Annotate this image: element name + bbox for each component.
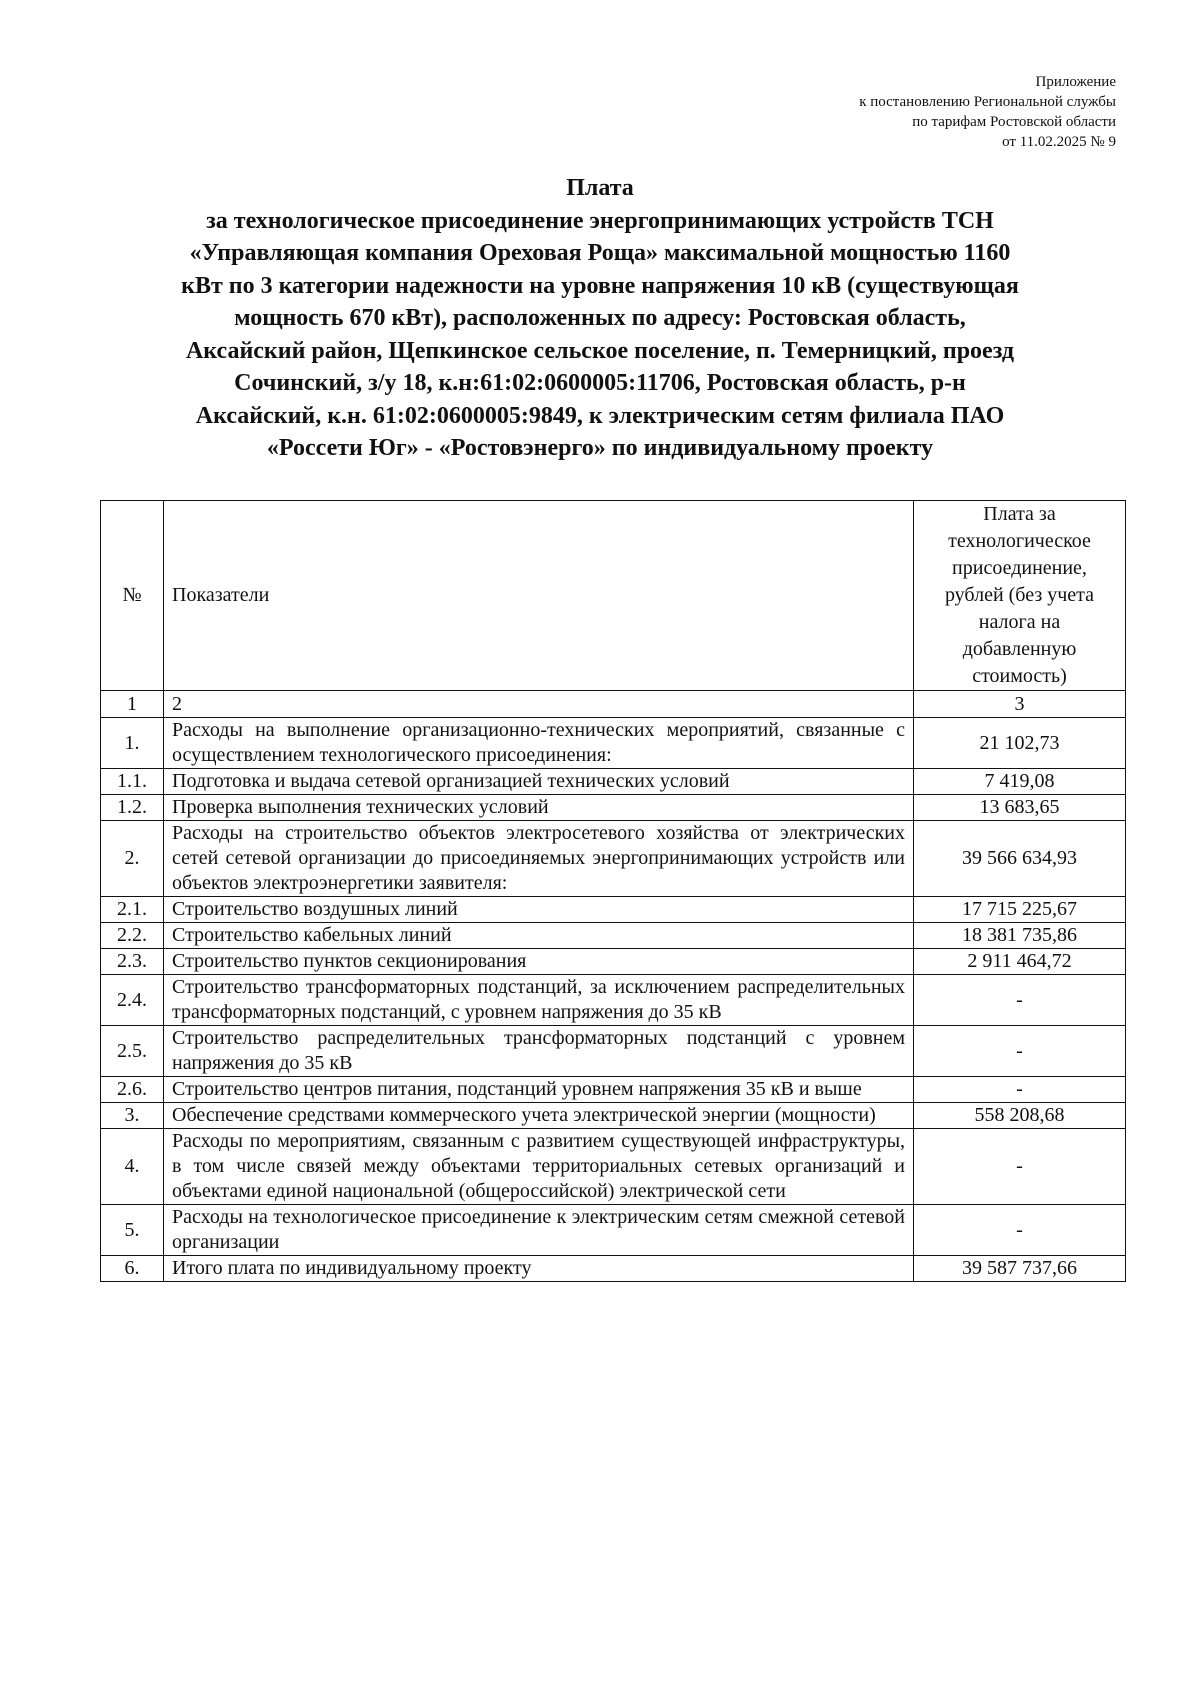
appendix-line: к постановлению Региональной службы — [859, 94, 1116, 110]
row-num: 2.6. — [101, 1077, 164, 1103]
title-line: Плата — [566, 175, 634, 201]
title-line: Аксайский, к.н. 61:02:0600005:9849, к электрическим сетям филиала ПАО — [195, 402, 1005, 429]
row-name: Строительство кабельных линий — [164, 923, 914, 949]
appendix-line: Приложение — [1035, 74, 1116, 90]
title-line: Сочинский, з/у 18, к.н:61:02:0600005:11706, Ростовская область, р-н — [234, 370, 966, 396]
appendix-line: от 11.02.2025 № 9 — [1002, 134, 1116, 150]
table-row — [101, 1129, 1126, 1205]
row-value: 13 683,65 — [914, 795, 1126, 821]
table-row — [101, 1077, 1126, 1103]
appendix-note — [596, 72, 1116, 152]
table-row — [101, 897, 1126, 923]
row-name: Строительство воздушных линий — [164, 897, 914, 923]
row-value: 2 911 464,72 — [914, 949, 1126, 975]
index-cell: 2 — [164, 691, 914, 718]
table-header-row — [101, 501, 1126, 691]
row-num: 1.2. — [101, 795, 164, 821]
table-row — [101, 1026, 1126, 1077]
table-row-total — [101, 1256, 1126, 1282]
table-row — [101, 718, 1126, 769]
row-name: Проверка выполнения технических условий — [164, 795, 914, 821]
row-name: Строительство пунктов секционирования — [164, 949, 914, 975]
fee-table — [100, 500, 1126, 1282]
row-num: 1. — [101, 718, 164, 769]
title-line: Аксайский район, Щепкинское сельское поселение, п. Темерницкий, проезд — [185, 337, 1015, 364]
table-row — [101, 1103, 1126, 1129]
row-value: - — [914, 1026, 1126, 1077]
row-num: 2. — [101, 821, 164, 897]
row-num: 1.1. — [101, 769, 164, 795]
document-title — [100, 172, 1100, 465]
header-num: № — [101, 501, 164, 691]
row-name: Строительство распределительных трансформаторных подстанций с уровнем напряжения до 35 кВ — [164, 1026, 914, 1077]
title-line: «Управляющая компания Ореховая Роща» максимальной мощностью 1160 — [189, 240, 1011, 266]
row-value: 39 587 737,66 — [914, 1256, 1126, 1282]
row-num: 6. — [101, 1256, 164, 1282]
row-num: 2.4. — [101, 975, 164, 1026]
row-value: 21 102,73 — [914, 718, 1126, 769]
appendix-line: по тарифам Ростовской области — [912, 114, 1116, 130]
row-num: 3. — [101, 1103, 164, 1129]
table-index-row — [101, 691, 1126, 718]
header-indicators: Показатели — [164, 501, 914, 691]
index-cell: 3 — [914, 691, 1126, 718]
row-num: 2.5. — [101, 1026, 164, 1077]
table-row — [101, 795, 1126, 821]
row-value: 558 208,68 — [914, 1103, 1126, 1129]
row-name: Подготовка и выдача сетевой организацией технических условий — [164, 769, 914, 795]
title-line: за технологическое присоединение энергопринимающих устройств ТСН — [206, 207, 994, 234]
row-name: Расходы на выполнение организационно-технических мероприятий, связанные с осуществлением технологического присоединения: — [164, 718, 914, 769]
row-name: Обеспечение средствами коммерческого учета электрической энергии (мощности) — [164, 1103, 914, 1129]
table-row — [101, 769, 1126, 795]
table-row — [101, 975, 1126, 1026]
row-name: Расходы на технологическое присоединение к электрическим сетям смежной сетевой организации — [164, 1205, 914, 1256]
title-line: «Россети Юг» - «Ростовэнерго» по индивидуальному проекту — [266, 435, 934, 461]
row-name: Строительство центров питания, подстанций уровнем напряжения 35 кВ и выше — [164, 1077, 914, 1103]
header-fee: Плата за технологическое присоединение, рублей (без учета налога на добавленную стоимость) — [914, 501, 1126, 691]
row-num: 2.1. — [101, 897, 164, 923]
row-value: - — [914, 975, 1126, 1026]
row-name: Расходы по мероприятиям, связанным с развитием существующей инфраструктуры, в том числе связей между объектами территориальных сетевых организаций и объектами единой национальной (общероссийской) электрической сети — [164, 1129, 914, 1205]
table-row — [101, 1205, 1126, 1256]
table-row — [101, 949, 1126, 975]
table-row — [101, 821, 1126, 897]
row-value: - — [914, 1205, 1126, 1256]
index-cell: 1 — [101, 691, 164, 718]
row-value: 7 419,08 — [914, 769, 1126, 795]
row-name: Расходы на строительство объектов электросетевого хозяйства от электрических сетей сетевой организации до присоединяемых энергопринимающих устройств или объектов электроэнергетики заявителя: — [164, 821, 914, 897]
table-row — [101, 923, 1126, 949]
row-value: 17 715 225,67 — [914, 897, 1126, 923]
row-value: - — [914, 1129, 1126, 1205]
row-num: 2.2. — [101, 923, 164, 949]
row-value: - — [914, 1077, 1126, 1103]
row-value: 39 566 634,93 — [914, 821, 1126, 897]
row-value: 18 381 735,86 — [914, 923, 1126, 949]
row-name: Итого плата по индивидуальному проекту — [164, 1256, 914, 1282]
row-num: 2.3. — [101, 949, 164, 975]
row-num: 4. — [101, 1129, 164, 1205]
title-line: кВт по 3 категории надежности на уровне напряжения 10 кВ (существующая — [181, 272, 1019, 299]
row-name: Строительство трансформаторных подстанций, за исключением распределительных трансформаторных подстанций, с уровнем напряжения до 35 кВ — [164, 975, 914, 1026]
row-num: 5. — [101, 1205, 164, 1256]
title-line: мощность 670 кВт), расположенных по адресу: Ростовская область, — [234, 305, 966, 331]
